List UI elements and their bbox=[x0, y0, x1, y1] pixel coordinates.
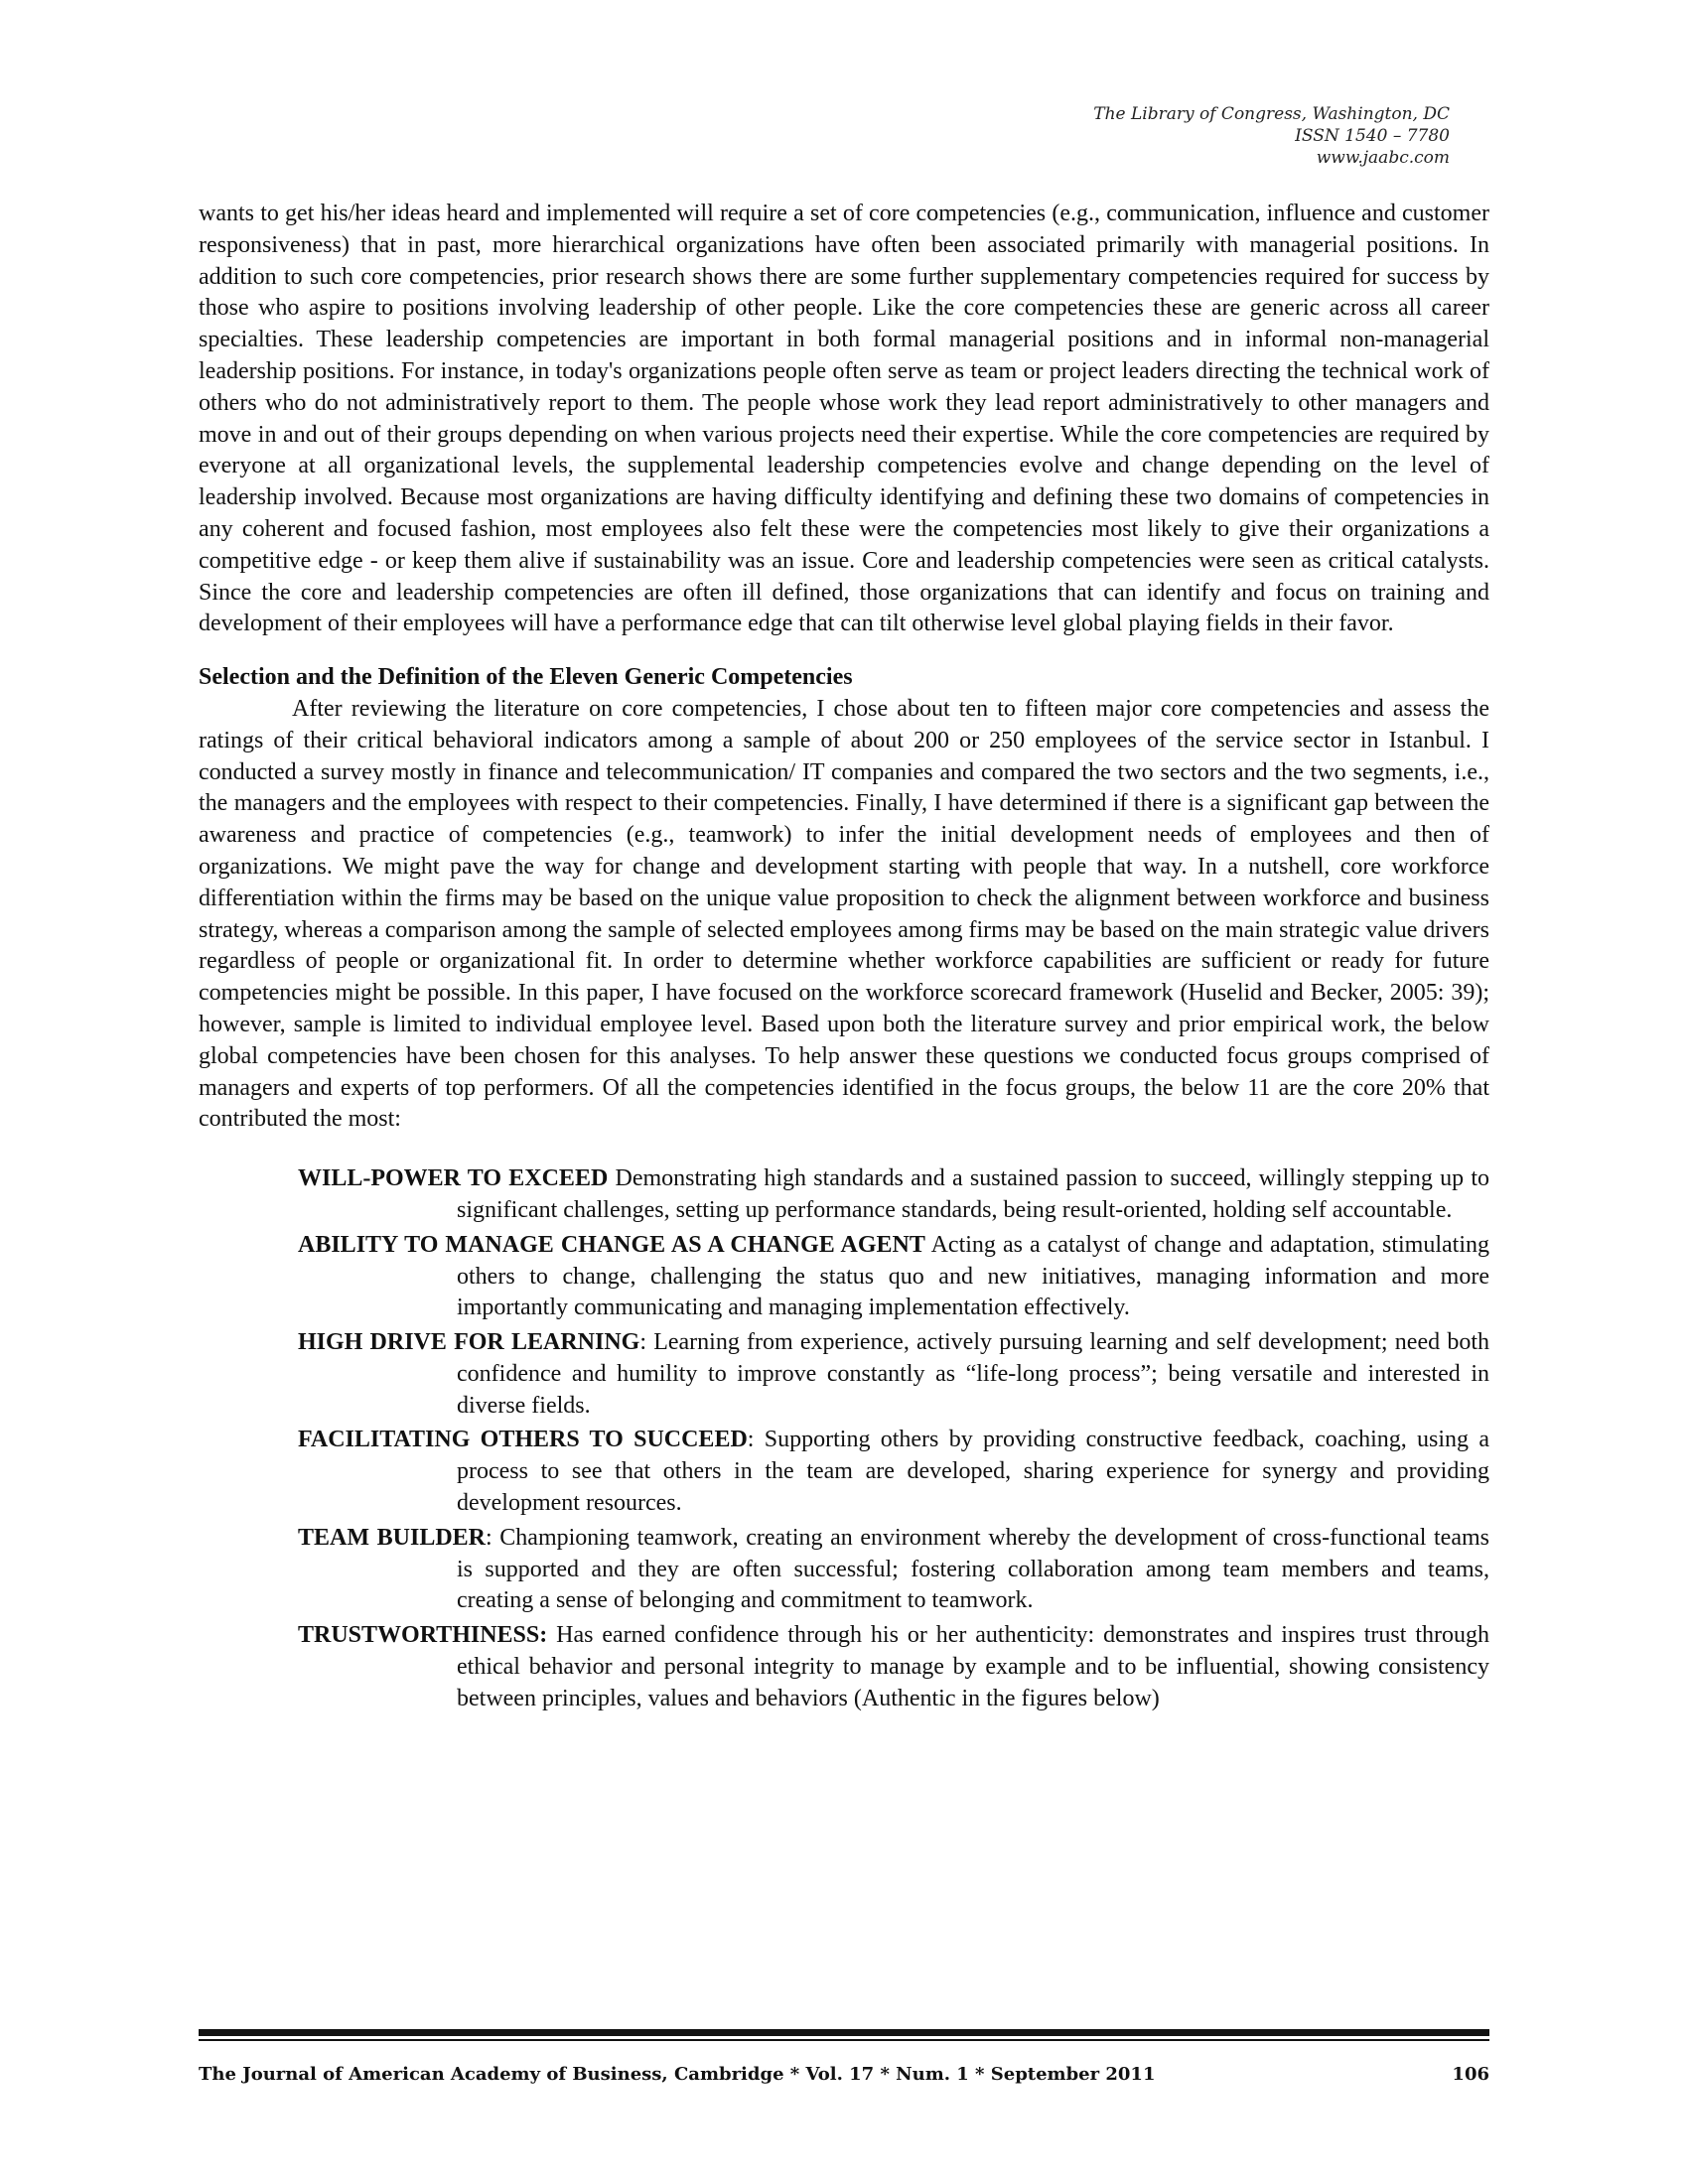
competency-name: FACILITATING OTHERS TO SUCCEED bbox=[298, 1427, 748, 1453]
competency-description: Acting as a catalyst of change and adaptation, stimulating others to change, challenging the status quo and new initiatives, managing information and more importantly communicating and managing implementation effectively. bbox=[457, 1231, 1489, 1321]
running-header bbox=[1093, 103, 1450, 169]
competency-item bbox=[298, 1425, 1489, 1519]
section-heading: Selection and the Definition of the Eleven Generic Competencies bbox=[199, 664, 853, 691]
competency-item bbox=[298, 1163, 1489, 1227]
paragraph-core-competencies: wants to get his/her ideas heard and implemented will require a set of core competencies (e.g., communication, influence and customer responsiveness) that in past, more hierarchical organizations have often been associated primarily with managerial positions. In addition to such core competencies, prior research shows there are some further supplementary competencies required for success by those who aspire to positions involving leadership of other people. Like the core competencies these are generic across all career specialties. These leadership competencies are important in both formal managerial positions and in informal non-managerial leadership positions. For instance, in today's organizations people often serve as team or project leaders directing the technical work of others who do not administratively report to them. The people whose work they lead report administratively to other managers and move in and out of their groups depending on when various projects need their expertise. While the core competencies are required by everyone at all organizational levels, the supplemental leadership competencies evolve and change depending on the level of leadership involved. Because most organizations are having difficulty identifying and defining these two domains of competencies in any coherent and focused fashion, most employees also felt these were the competencies most likely to give their organizations a competitive edge - or keep them alive if sustainability was an issue. Core and leadership competencies were seen as critical catalysts. Since the core and leadership competencies are often ill defined, those organizations that can identify and focus on training and development of their employees will have a performance edge that can tilt otherwise level global playing fields in their favor. bbox=[199, 201, 1489, 637]
footer-rule-thin bbox=[199, 2039, 1489, 2041]
header-issn-line: ISSN 1540 – 7780 bbox=[1295, 126, 1450, 146]
competency-item bbox=[298, 1523, 1489, 1617]
page-number: 106 bbox=[1452, 2064, 1489, 2085]
footer-journal-citation: The Journal of American Academy of Business, Cambridge * Vol. 17 * Num. 1 * September 2011 bbox=[199, 2064, 1156, 2085]
competency-list bbox=[199, 1163, 1489, 1715]
main-text bbox=[199, 199, 1489, 1718]
competency-description: : Championing teamwork, creating an environment whereby the development of cross-functional teams is supported and they are often successful; fostering collaboration among team members and teams, creating a sense of belonging and commitment to teamwork. bbox=[457, 1524, 1489, 1614]
competency-name: WILL-POWER TO EXCEED bbox=[298, 1165, 609, 1192]
competency-description: : Learning from experience, actively pursuing learning and self development; need both confidence and humility to improve constantly as “life-long process”; being versatile and interested in diverse fields. bbox=[457, 1329, 1489, 1419]
competency-item bbox=[298, 1230, 1489, 1324]
competency-name: TEAM BUILDER bbox=[298, 1524, 486, 1551]
competency-name: ABILITY TO MANAGE CHANGE AS A CHANGE AGENT bbox=[298, 1231, 925, 1258]
competency-item bbox=[298, 1620, 1489, 1714]
competency-description: Has earned confidence through his or her authenticity: demonstrates and inspires trust through ethical behavior and personal integrity to manage by example and to be influential, showing consistency between principles, values and behaviors (Authentic in the figures below) bbox=[457, 1622, 1489, 1711]
footer-rule-thick bbox=[199, 2029, 1489, 2036]
competency-name: HIGH DRIVE FOR LEARNING bbox=[298, 1329, 640, 1356]
competency-item bbox=[298, 1327, 1489, 1422]
header-website-line: www.jaabc.com bbox=[1316, 148, 1450, 168]
competency-description: Demonstrating high standards and a sustained passion to succeed, willingly stepping up to significant challenges, setting up performance standards, being result-oriented, holding self accountable. bbox=[457, 1165, 1489, 1223]
paragraph-selection: After reviewing the literature on core competencies, I chose about ten to fifteen major core competencies and assess the ratings of their critical behavioral indicators among a sample of about 200 or 250 employees of the service sector in Istanbul. I conducted a survey mostly in finance and telecommunication/ IT companies and compared the two sectors and the two segments, i.e., the managers and the employees with respect to their competencies. Finally, I have determined if there is a significant gap between the awareness and practice of competencies (e.g., teamwork) to infer the initial development needs of employees and then of organizations. We might pave the way for change and development starting with people that way. In a nutshell, core workforce differentiation within the firms may be based on the unique value proposition to check the alignment between workforce and business strategy, whereas a comparison among the sample of selected employees among firms may be based on the main strategic value drivers regardless of people or organizational fit. In order to determine whether workforce capabilities are sufficient or ready for future competencies might be possible. In this paper, I have focused on the workforce scorecard framework (Huselid and Becker, 2005: 39); however, sample is limited to individual employee level. Based upon both the literature survey and prior empirical work, the below global competencies have been chosen for this analyses. To help answer these questions we conducted focus groups comprised of managers and experts of top performers. Of all the competencies identified in the focus groups, the below 11 are the core 20% that contributed the most: bbox=[199, 695, 1490, 1133]
competency-name: TRUSTWORTHINESS: bbox=[298, 1622, 548, 1649]
competency-description: : Supporting others by providing constructive feedback, coaching, using a process to see that others in the team are developed, sharing experience for synergy and providing development resources. bbox=[457, 1427, 1489, 1517]
header-library-line: The Library of Congress, Washington, DC bbox=[1093, 104, 1450, 124]
